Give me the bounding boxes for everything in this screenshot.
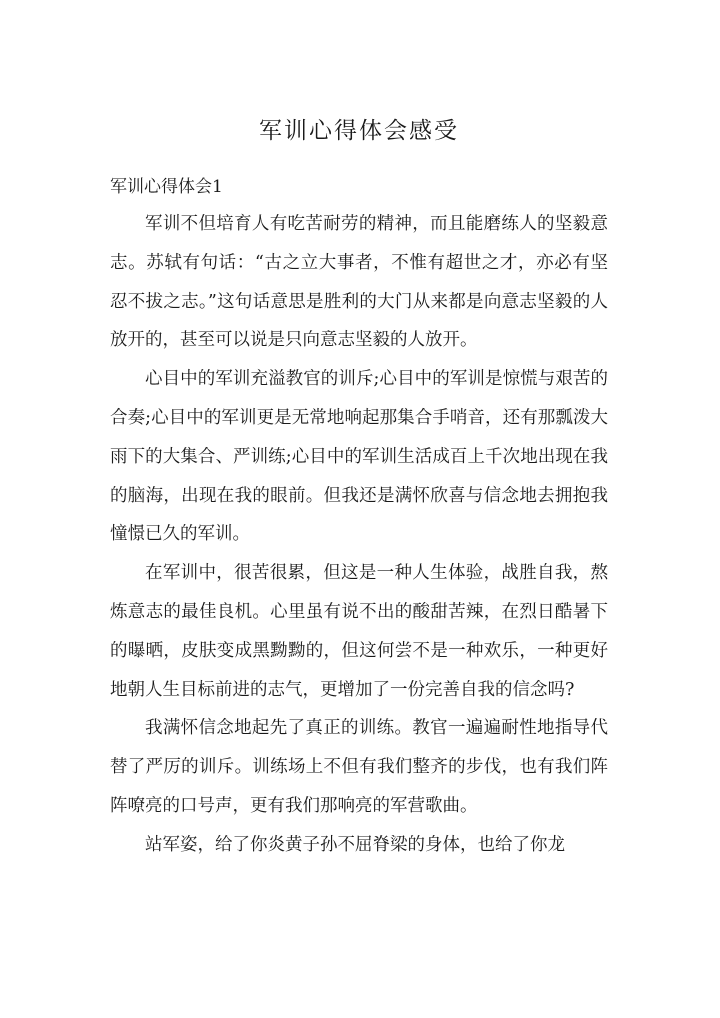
paragraph-2: 心目中的军训充溢教官的训斥;心目中的军训是惊慌与艰苦的合奏;心目中的军训更是无常地响起那集合手哨音，还有那瓢泼大雨下的大集合、严训练;心目中的军训生活成百上千次地出现在我的脑海，出现在我的眼前。但我还是满怀欣喜与信念地去拥抱我憧憬已久的军训。	[110, 369, 608, 545]
paragraph-4: 我满怀信念地起先了真正的训练。教官一遍遍耐性地指导代替了严厉的训斥。训练场上不但有我们整齐的步伐，也有我们阵阵嘹亮的口号声，更有我们那响亮的军营歌曲。	[110, 718, 608, 816]
paragraph-1: 军训不但培育人有吃苦耐劳的精神，而且能磨练人的坚毅意志。苏轼有句话：“古之立大事者，不惟有超世之才，亦必有坚忍不拔之志。”这句话意思是胜利的大门从来都是向意志坚毅的人放开的，甚至可以说是只向意志坚毅的人放开。	[110, 214, 608, 351]
paragraph-5: 站军姿，给了你炎黄子孙不屈脊梁的身体，也给了你龙	[145, 834, 565, 855]
paragraph-3: 在军训中，很苦很累，但这是一种人生体验，战胜自我，熬炼意志的最佳良机。心里虽有说不出的酸甜苦辣，在烈日酷暑下的曝晒，皮肤变成黑黝黝的，但这何尝不是一种欢乐，一种更好地朝人生目标前进的志气，更增加了一份完善自我的信念吗?	[110, 563, 608, 700]
document-title: 军训心得体会感受	[259, 118, 459, 144]
section-heading: 军训心得体会1	[110, 177, 223, 197]
